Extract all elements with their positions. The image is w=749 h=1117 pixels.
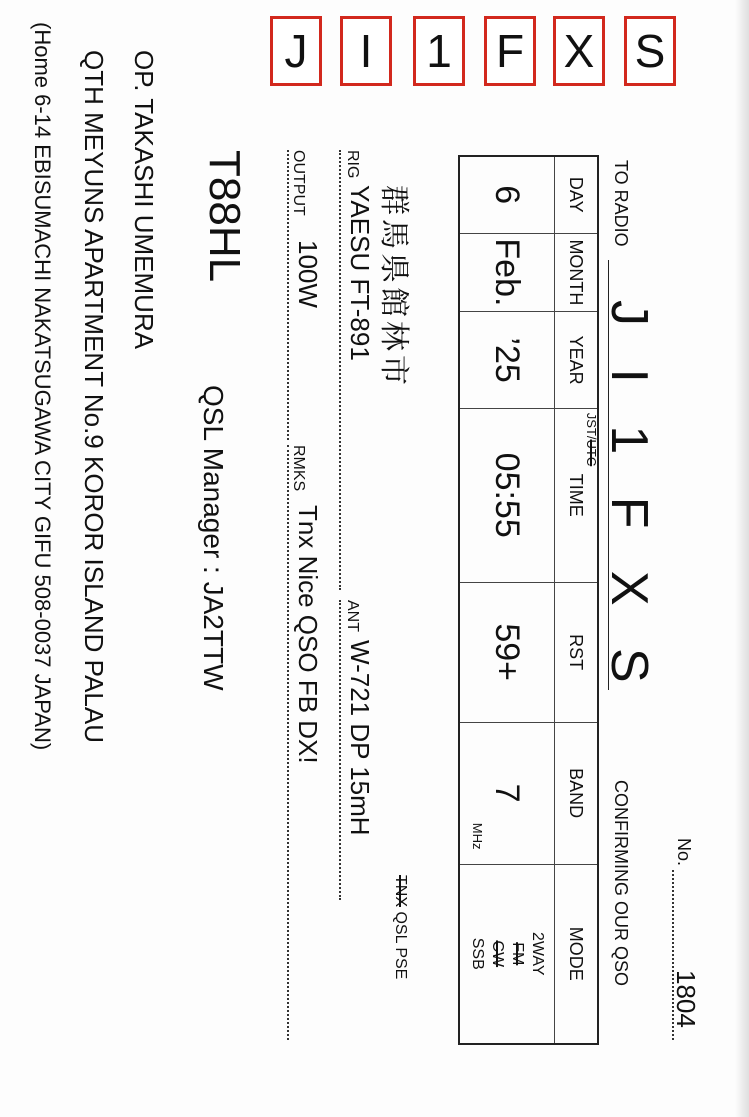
callsign-box-3: 1 xyxy=(413,16,465,86)
output-dotline xyxy=(287,150,289,440)
time-zone-utc-struck: UTC xyxy=(584,439,599,467)
callsign-box-2: I xyxy=(340,16,392,86)
header-band: BAND xyxy=(555,722,599,864)
header-month: MONTH xyxy=(555,233,599,312)
cell-month: Feb. xyxy=(459,233,555,312)
operator-name: OP. TAKASHI UMEMURA xyxy=(129,50,159,350)
home-address: (Home 6-14 EBISUMACHI NAKATSUGAWA CITY GIFU 508-0037 JAPAN) xyxy=(30,22,55,751)
station-callsign: T88HL xyxy=(200,150,249,283)
location-handwritten: 群馬県館林市 xyxy=(376,185,411,389)
band-unit: MHz xyxy=(470,822,485,850)
number-label: No. xyxy=(674,838,694,867)
cell-time: 05:55 xyxy=(459,408,555,582)
qth-address: QTH MEYUNS APARTMENT No.9 KOROR ISLAND PALAU xyxy=(79,50,109,744)
header-rst: RST xyxy=(555,582,599,722)
time-zone-jst: JST/ xyxy=(584,412,599,440)
rig-value: YAESU FT-891 xyxy=(345,185,375,361)
ant-dotline xyxy=(339,600,341,900)
header-mode: MODE xyxy=(555,864,599,1044)
to-radio-callsign: J I 1 F X S xyxy=(600,300,658,697)
mode-ssb: SSB xyxy=(469,937,486,970)
cell-day: 6 xyxy=(459,156,555,233)
header-year: YEAR xyxy=(555,312,599,408)
qso-table xyxy=(458,155,599,1045)
rmks-dotline xyxy=(287,445,289,1040)
tnx-struck: TNX xyxy=(392,875,409,907)
card-number: 1804 xyxy=(671,970,701,1028)
mode-fm-struck: FM xyxy=(509,942,526,966)
qso-table-row xyxy=(459,156,555,1044)
time-zone xyxy=(584,413,599,466)
rig-dotline xyxy=(339,150,341,590)
output-label: OUTPUT xyxy=(290,150,307,216)
header-day: DAY xyxy=(555,156,599,233)
callsign-box-1: J xyxy=(270,16,322,86)
qso-table-header xyxy=(555,156,599,1044)
rmks-value: Tnx Nice QSO FB DX! xyxy=(293,505,323,764)
header-time xyxy=(555,408,599,582)
cell-year: ’25 xyxy=(459,312,555,408)
confirming-text: CONFIRMING OUR QSO xyxy=(611,780,631,986)
header-time-label: TIME xyxy=(566,473,587,517)
mode-cw-struck: CW xyxy=(489,940,506,968)
callsign-box-6: S xyxy=(624,16,676,86)
mode-2way: 2WAY xyxy=(529,931,546,976)
ant-value: W-721 DP 15mH xyxy=(345,640,375,836)
callsign-box-5: X xyxy=(553,16,605,86)
output-value: 100W xyxy=(293,240,323,308)
to-radio-label: TO RADIO xyxy=(611,160,631,247)
cell-rst: 59+ xyxy=(459,582,555,722)
callsign-box-4: F xyxy=(484,16,536,86)
qsl-pse: QSL PSE xyxy=(392,911,409,980)
qsl-manager: QSL Manager : JA2TTW xyxy=(198,385,229,691)
cell-mode xyxy=(459,864,555,1044)
rmks-label: RMKS xyxy=(290,445,307,492)
cell-band xyxy=(459,722,555,864)
tnx-qsl-pse xyxy=(391,875,409,979)
rig-label: RIG xyxy=(344,150,361,179)
ant-label: ANT xyxy=(344,600,361,632)
band-value: 7 xyxy=(488,783,527,803)
